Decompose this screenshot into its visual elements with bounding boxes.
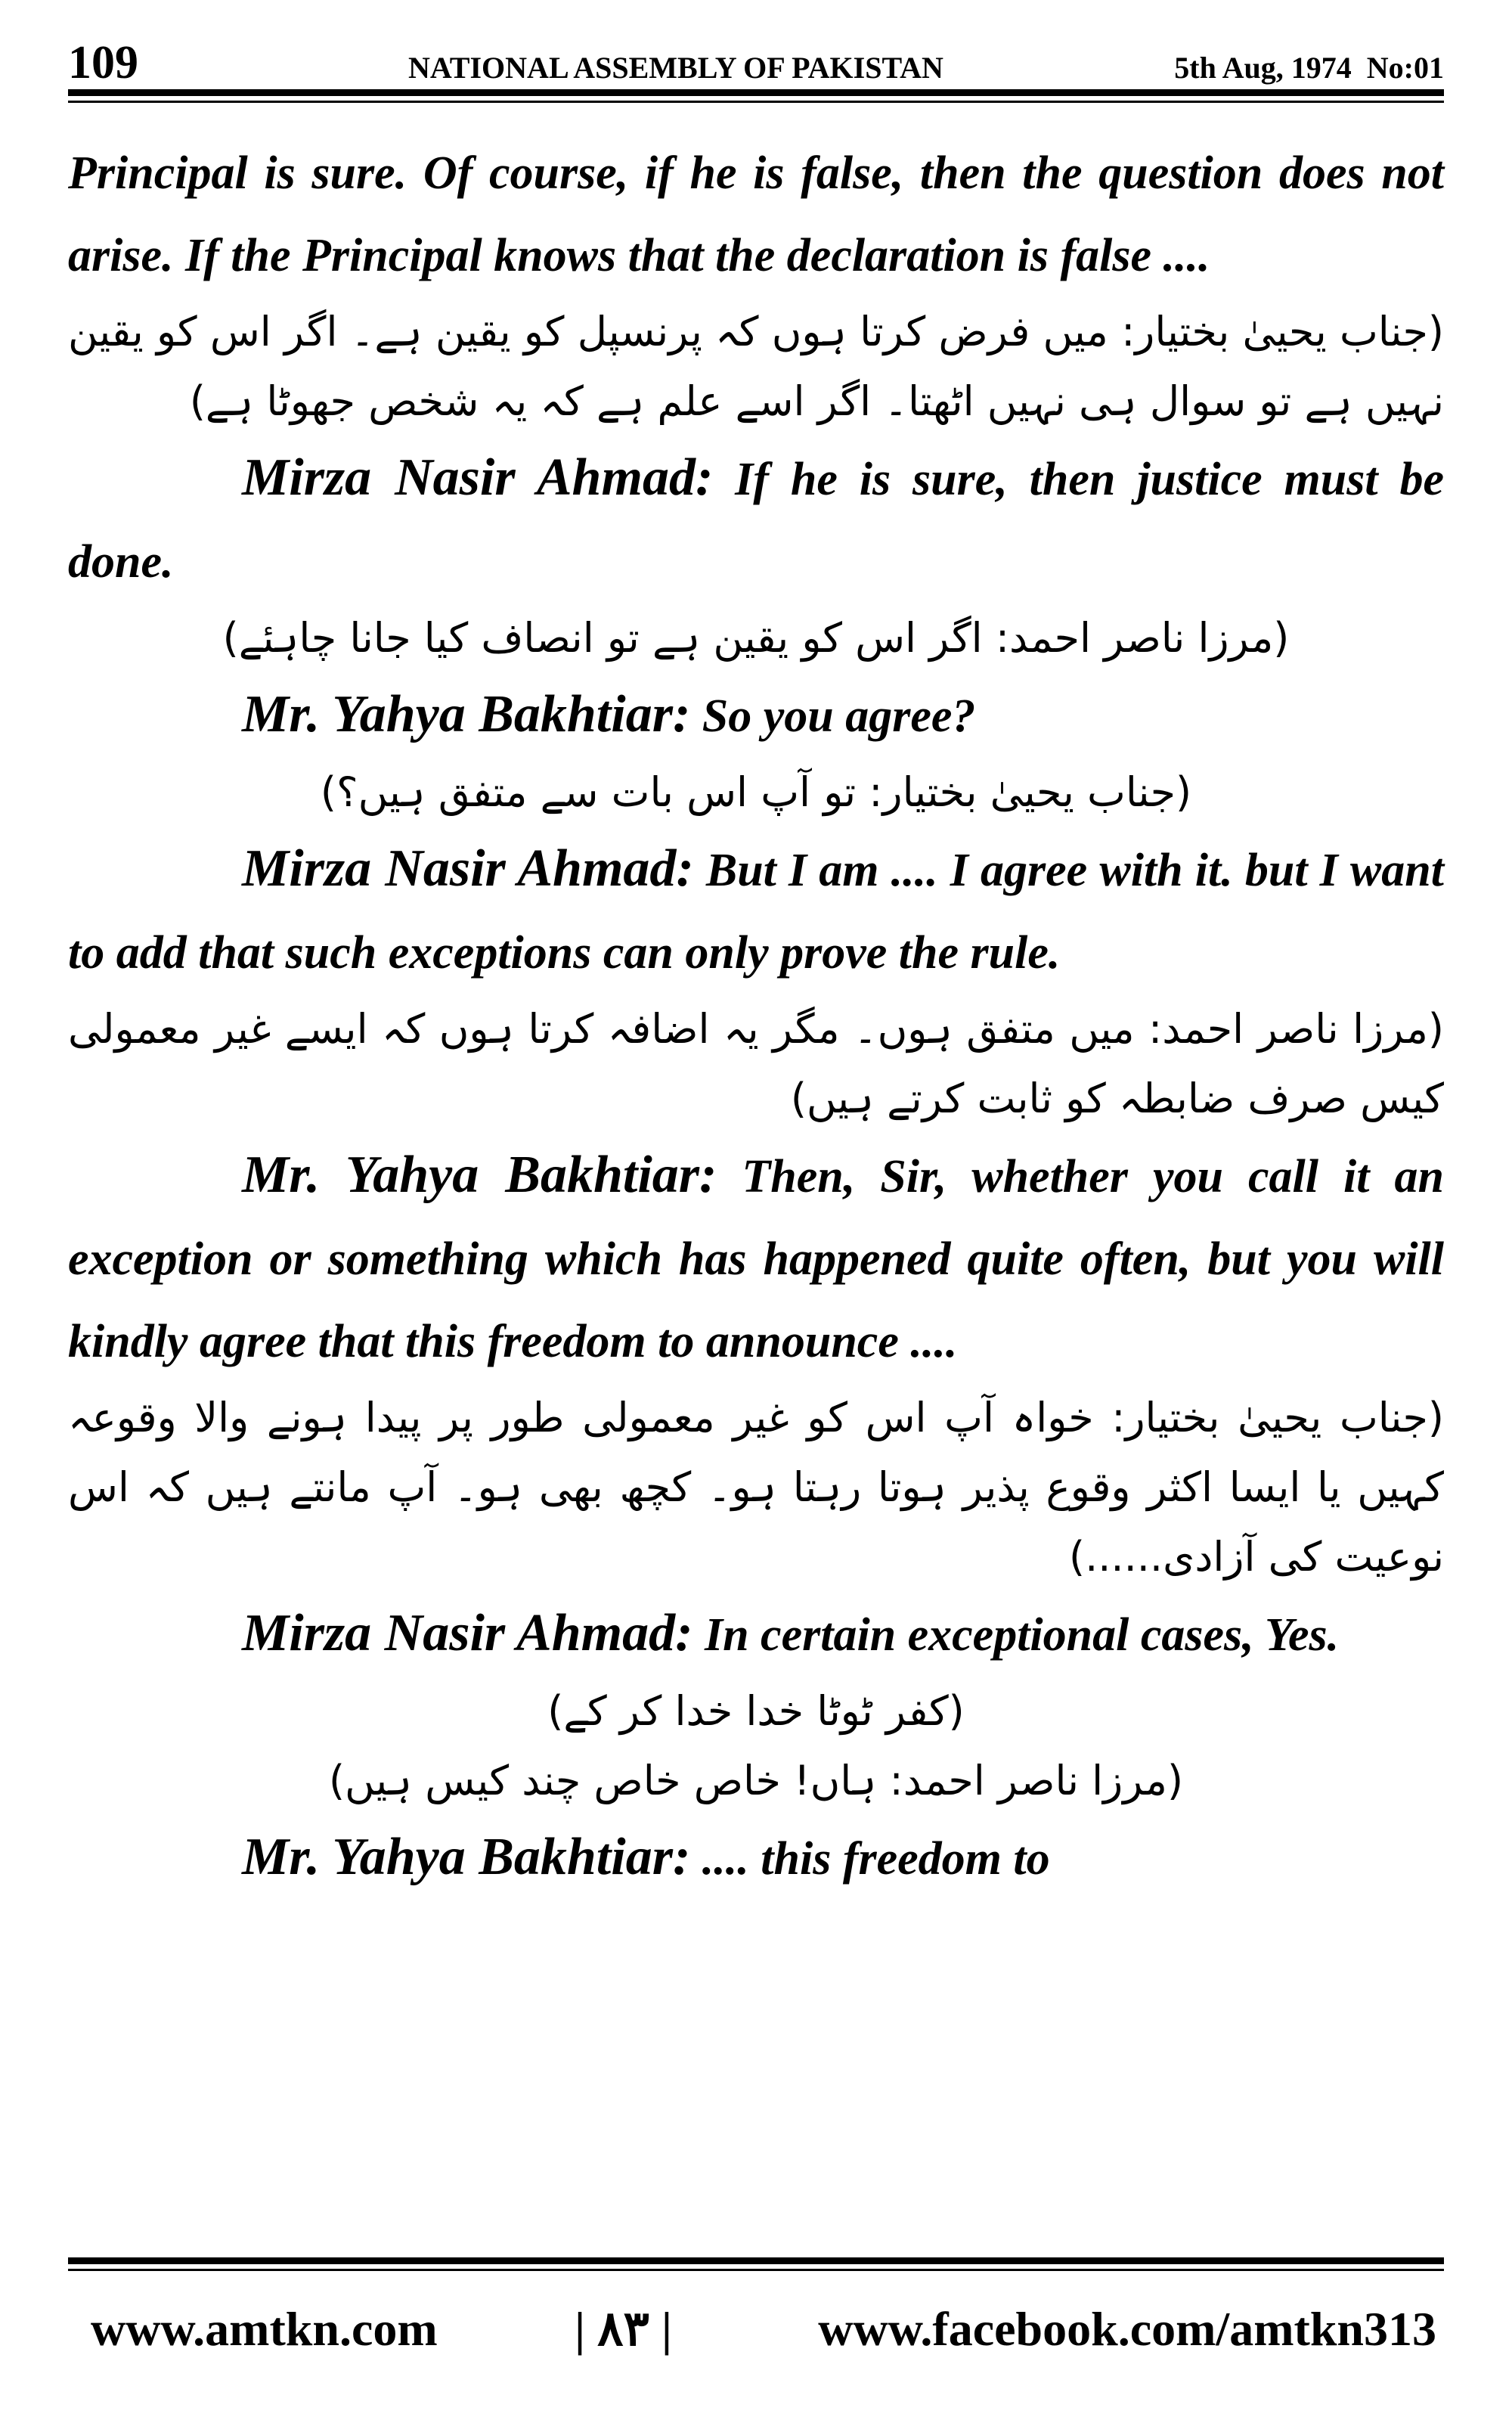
speaker-name: Mr. Yahya Bakhtiar: xyxy=(242,1828,691,1886)
urdu-translation: (مرزا ناصر احمد: ہاں! خاص خاص چند کیس ہیں) xyxy=(328,1757,1184,1804)
english-paragraph xyxy=(68,1592,1444,1677)
footer-rule-thick xyxy=(68,2257,1444,2264)
urdu-remark: (کفر ٹوٹا خدا خدا کر کے) xyxy=(547,1687,965,1735)
speech-text: So you agree? xyxy=(690,690,976,742)
speech-text: But I am .... I agree with it. but I want to add that such exceptions can only prove the rule. xyxy=(68,845,1444,979)
urdu-translation: (جناب یحییٰ بختیار: تو آپ اس بات سے متفق ہیں؟) xyxy=(320,768,1192,816)
header-date-issue xyxy=(1174,45,1444,91)
speech-text: If he is sure, then justice must be done. xyxy=(68,454,1444,588)
english-paragraph xyxy=(68,1134,1444,1383)
urdu-translation: (مرزا ناصر احمد: میں متفق ہوں۔ مگر یہ اضافہ کرتا ہوں کہ ایسے غیر معمولی کیس صرف ضابطہ کو ثابت کرتے ہیں) xyxy=(68,1005,1444,1122)
footer-page-number: | ۸۳ | xyxy=(575,2302,672,2356)
facebook-link[interactable]: www.facebook.com/amtkn313 xyxy=(818,2302,1436,2356)
speaker-name: Mirza Nasir Ahmad: xyxy=(242,448,714,507)
speech-text: In certain exceptional cases, Yes. xyxy=(692,1609,1340,1661)
urdu-translation: (جناب یحییٰ بختیار: خواہ آپ اس کو غیر معمولی طور پر پیدا ہونے والا وقوعہ کہیں یا ایسا اکثر وقوع پذیر ہوتا رہتا ہو۔ کچھ بھی ہو۔ آپ مانتے ہیں کہ اس نوعیت کی آزادی......) xyxy=(68,1394,1444,1581)
urdu-translation: (مرزا ناصر احمد: اگر اس کو یقین ہے تو انصاف کیا جانا چاہئے) xyxy=(222,614,1290,662)
page-body xyxy=(68,132,1444,1900)
page-number: 109 xyxy=(68,37,138,88)
website-link[interactable]: www.amtkn.com xyxy=(91,2302,438,2356)
publication-title: NATIONAL ASSEMBLY OF PAKISTAN xyxy=(408,51,943,85)
english-paragraph xyxy=(68,1816,1444,1900)
speaker-name: Mr. Yahya Bakhtiar: xyxy=(242,1146,717,1204)
speaker-name: Mirza Nasir Ahmad: xyxy=(242,839,694,898)
issue-number: No:01 xyxy=(1366,51,1444,85)
english-paragraph: Principal is sure. Of course, if he is false, then the question does not arise. If the Principal knows that the declaration is false .... xyxy=(68,147,1444,281)
speaker-name: Mirza Nasir Ahmad: xyxy=(242,1604,693,1662)
speech-text: .... this freedom to xyxy=(690,1833,1050,1885)
footer-rule-thin xyxy=(68,2269,1444,2271)
header-rule-thick xyxy=(68,89,1444,96)
page-header xyxy=(68,36,1444,89)
page-footer xyxy=(68,2295,1444,2363)
session-date: 5th Aug, 1974 xyxy=(1174,51,1352,85)
english-paragraph xyxy=(68,436,1444,603)
english-paragraph xyxy=(68,827,1444,994)
english-paragraph xyxy=(68,673,1444,758)
header-rule-thin xyxy=(68,101,1444,103)
speaker-name: Mr. Yahya Bakhtiar: xyxy=(242,685,691,743)
urdu-translation: (جناب یحییٰ بختیار: میں فرض کرتا ہوں کہ پرنسپل کو یقین ہے۔ اگر اس کو یقین نہیں ہے تو سوال ہی نہیں اٹھتا۔ اگر اسے علم ہے کہ یہ شخص جھوٹا ہے) xyxy=(68,308,1444,425)
speech-text: Then, Sir, whether you call it an exception or something which has happened quite often, but you will kindly agree that this freedom to announce .... xyxy=(68,1151,1444,1367)
